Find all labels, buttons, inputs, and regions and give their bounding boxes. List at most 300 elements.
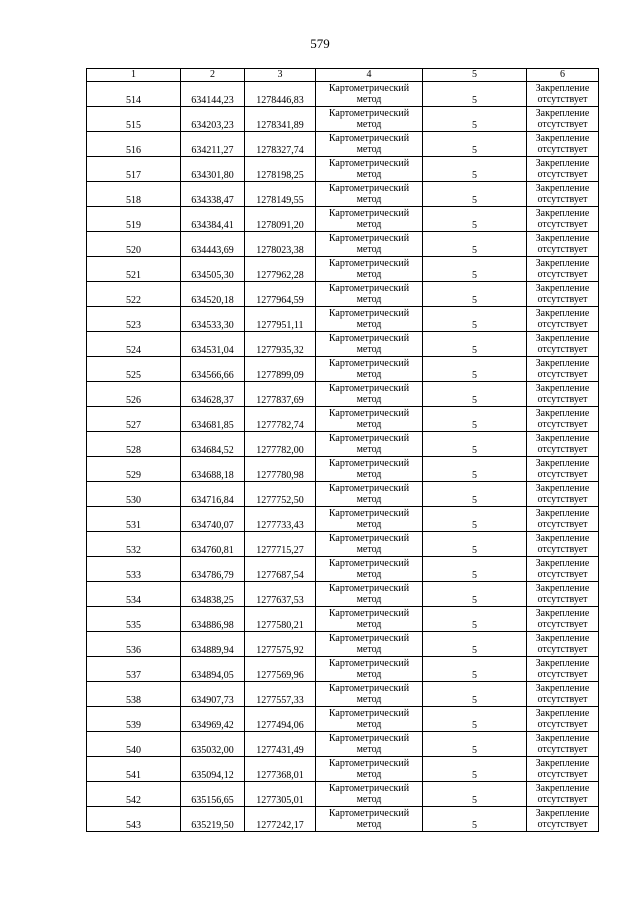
method-line-2: метод	[356, 669, 382, 680]
coordinate-x: 635156,65	[181, 782, 245, 807]
header-col-6: 6	[527, 69, 599, 82]
method-line-1: Картометрический	[328, 583, 410, 594]
accuracy-value: 5	[423, 432, 527, 457]
fixing-line-2: отсутствует	[537, 244, 588, 255]
fixing-cell	[527, 232, 599, 257]
fixing-cell	[527, 707, 599, 732]
method-line-2: метод	[356, 819, 382, 830]
coordinate-y: 1277431,49	[245, 732, 316, 757]
method-line-2: метод	[356, 419, 382, 430]
fixing-cell	[527, 557, 599, 582]
fixing-line-2: отсутствует	[537, 294, 588, 305]
method-cell	[316, 482, 423, 507]
fixing-cell	[527, 782, 599, 807]
fixing-line-2: отсутствует	[537, 694, 588, 705]
method-line-1: Картометрический	[328, 483, 410, 494]
method-line-1: Картометрический	[328, 158, 410, 169]
coordinate-y: 1277569,96	[245, 657, 316, 682]
point-number: 525	[87, 357, 181, 382]
header-col-2: 2	[181, 69, 245, 82]
fixing-line-1: Закрепление	[535, 808, 590, 819]
method-line-2: метод	[356, 494, 382, 505]
coordinate-x: 634443,69	[181, 232, 245, 257]
method-line-2: метод	[356, 119, 382, 130]
fixing-cell	[527, 357, 599, 382]
coordinate-x: 634684,52	[181, 432, 245, 457]
table-row	[87, 732, 599, 757]
fixing-cell	[527, 107, 599, 132]
point-number: 543	[87, 807, 181, 832]
method-cell	[316, 657, 423, 682]
fixing-line-2: отсутствует	[537, 669, 588, 680]
coordinate-y: 1278198,25	[245, 157, 316, 182]
method-line-2: метод	[356, 94, 382, 105]
method-cell	[316, 632, 423, 657]
point-number: 535	[87, 607, 181, 632]
method-line-1: Картометрический	[328, 433, 410, 444]
method-line-2: метод	[356, 569, 382, 580]
fixing-line-1: Закрепление	[535, 608, 590, 619]
method-line-1: Картометрический	[328, 383, 410, 394]
table-row	[87, 657, 599, 682]
method-line-2: метод	[356, 769, 382, 780]
point-number: 541	[87, 757, 181, 782]
fixing-line-2: отсутствует	[537, 494, 588, 505]
fixing-line-1: Закрепление	[535, 658, 590, 669]
method-cell	[316, 357, 423, 382]
method-line-1: Картометрический	[328, 108, 410, 119]
coordinate-y: 1277935,32	[245, 332, 316, 357]
accuracy-value: 5	[423, 482, 527, 507]
fixing-line-1: Закрепление	[535, 558, 590, 569]
coordinate-x: 634907,73	[181, 682, 245, 707]
fixing-line-1: Закрепление	[535, 333, 590, 344]
fixing-line-2: отсутствует	[537, 594, 588, 605]
fixing-cell	[527, 382, 599, 407]
coordinate-y: 1277733,43	[245, 507, 316, 532]
method-cell	[316, 457, 423, 482]
header-col-5: 5	[423, 69, 527, 82]
accuracy-value: 5	[423, 807, 527, 832]
coordinate-y: 1277580,21	[245, 607, 316, 632]
fixing-line-1: Закрепление	[535, 183, 590, 194]
table-row	[87, 282, 599, 307]
fixing-line-2: отсутствует	[537, 544, 588, 555]
coordinate-x: 634716,84	[181, 482, 245, 507]
fixing-line-2: отсутствует	[537, 444, 588, 455]
method-cell	[316, 532, 423, 557]
method-line-2: метод	[356, 344, 382, 355]
table-row	[87, 82, 599, 107]
method-line-2: метод	[356, 319, 382, 330]
accuracy-value: 5	[423, 232, 527, 257]
point-number: 530	[87, 482, 181, 507]
fixing-line-2: отсутствует	[537, 94, 588, 105]
fixing-line-1: Закрепление	[535, 683, 590, 694]
table-row	[87, 157, 599, 182]
coordinate-x: 634969,42	[181, 707, 245, 732]
accuracy-value: 5	[423, 557, 527, 582]
method-cell	[316, 282, 423, 307]
accuracy-value: 5	[423, 307, 527, 332]
coordinate-y: 1277305,01	[245, 782, 316, 807]
method-line-1: Картометрический	[328, 408, 410, 419]
fixing-cell	[527, 182, 599, 207]
fixing-line-1: Закрепление	[535, 508, 590, 519]
table-row	[87, 132, 599, 157]
method-line-2: метод	[356, 219, 382, 230]
header-col-3: 3	[245, 69, 316, 82]
fixing-line-1: Закрепление	[535, 283, 590, 294]
fixing-line-2: отсутствует	[537, 419, 588, 430]
fixing-line-1: Закрепление	[535, 208, 590, 219]
table-row	[87, 557, 599, 582]
point-number: 533	[87, 557, 181, 582]
coordinate-x: 634531,04	[181, 332, 245, 357]
method-line-1: Картометрический	[328, 258, 410, 269]
fixing-line-2: отсутствует	[537, 619, 588, 630]
fixing-line-2: отсутствует	[537, 769, 588, 780]
table-row	[87, 682, 599, 707]
fixing-line-1: Закрепление	[535, 483, 590, 494]
table-row	[87, 632, 599, 657]
accuracy-value: 5	[423, 182, 527, 207]
accuracy-value: 5	[423, 207, 527, 232]
fixing-line-2: отсутствует	[537, 319, 588, 330]
method-cell	[316, 207, 423, 232]
method-cell	[316, 107, 423, 132]
point-number: 519	[87, 207, 181, 232]
accuracy-value: 5	[423, 332, 527, 357]
point-number: 524	[87, 332, 181, 357]
fixing-line-1: Закрепление	[535, 258, 590, 269]
coordinate-y: 1277575,92	[245, 632, 316, 657]
coordinate-y: 1277782,74	[245, 407, 316, 432]
fixing-line-1: Закрепление	[535, 383, 590, 394]
method-line-2: метод	[356, 644, 382, 655]
point-number: 542	[87, 782, 181, 807]
point-number: 518	[87, 182, 181, 207]
fixing-line-2: отсутствует	[537, 644, 588, 655]
coordinate-x: 635094,12	[181, 757, 245, 782]
table-row	[87, 582, 599, 607]
point-number: 515	[87, 107, 181, 132]
point-number: 529	[87, 457, 181, 482]
fixing-line-2: отсутствует	[537, 569, 588, 580]
fixing-cell	[527, 732, 599, 757]
table-row	[87, 782, 599, 807]
fixing-line-2: отсутствует	[537, 519, 588, 530]
table-body	[87, 82, 599, 832]
method-line-1: Картометрический	[328, 283, 410, 294]
point-number: 528	[87, 432, 181, 457]
method-line-1: Картометрический	[328, 333, 410, 344]
method-cell	[316, 307, 423, 332]
fixing-cell	[527, 607, 599, 632]
method-cell	[316, 557, 423, 582]
coordinate-y: 1277687,54	[245, 557, 316, 582]
method-line-2: метод	[356, 244, 382, 255]
method-line-2: метод	[356, 519, 382, 530]
fixing-line-1: Закрепление	[535, 308, 590, 319]
fixing-line-2: отсутствует	[537, 219, 588, 230]
fixing-cell	[527, 407, 599, 432]
method-line-2: метод	[356, 169, 382, 180]
method-line-2: метод	[356, 794, 382, 805]
accuracy-value: 5	[423, 782, 527, 807]
fixing-line-1: Закрепление	[535, 458, 590, 469]
method-cell	[316, 782, 423, 807]
method-line-1: Картометрический	[328, 808, 410, 819]
method-cell	[316, 507, 423, 532]
fixing-line-1: Закрепление	[535, 233, 590, 244]
method-cell	[316, 407, 423, 432]
method-line-2: метод	[356, 269, 382, 280]
method-line-2: метод	[356, 619, 382, 630]
method-line-1: Картометрический	[328, 208, 410, 219]
coordinate-y: 1278327,74	[245, 132, 316, 157]
accuracy-value: 5	[423, 457, 527, 482]
coordinate-y: 1277637,53	[245, 582, 316, 607]
method-line-1: Картометрический	[328, 358, 410, 369]
method-line-2: метод	[356, 594, 382, 605]
fixing-cell	[527, 757, 599, 782]
fixing-cell	[527, 482, 599, 507]
fixing-cell	[527, 432, 599, 457]
method-line-1: Картометрический	[328, 508, 410, 519]
table-row	[87, 507, 599, 532]
fixing-line-2: отсутствует	[537, 269, 588, 280]
point-number: 527	[87, 407, 181, 432]
header-row	[87, 69, 599, 82]
table-row	[87, 407, 599, 432]
point-number: 537	[87, 657, 181, 682]
coordinate-x: 635219,50	[181, 807, 245, 832]
fixing-cell	[527, 807, 599, 832]
point-number: 532	[87, 532, 181, 557]
table-row	[87, 357, 599, 382]
method-line-1: Картометрический	[328, 183, 410, 194]
fixing-cell	[527, 532, 599, 557]
method-cell	[316, 132, 423, 157]
coordinates-table	[86, 68, 599, 832]
table-row	[87, 432, 599, 457]
coordinate-x: 634211,27	[181, 132, 245, 157]
coordinate-y: 1278341,89	[245, 107, 316, 132]
coordinate-y: 1277242,17	[245, 807, 316, 832]
coordinate-y: 1277557,33	[245, 682, 316, 707]
fixing-line-2: отсутствует	[537, 344, 588, 355]
method-cell	[316, 582, 423, 607]
table-row	[87, 257, 599, 282]
fixing-line-2: отсутствует	[537, 194, 588, 205]
point-number: 523	[87, 307, 181, 332]
coordinate-y: 1277962,28	[245, 257, 316, 282]
coordinate-y: 1278023,38	[245, 232, 316, 257]
accuracy-value: 5	[423, 732, 527, 757]
fixing-cell	[527, 682, 599, 707]
fixing-line-1: Закрепление	[535, 83, 590, 94]
accuracy-value: 5	[423, 282, 527, 307]
method-cell	[316, 682, 423, 707]
point-number: 539	[87, 707, 181, 732]
accuracy-value: 5	[423, 157, 527, 182]
coordinate-x: 634628,37	[181, 382, 245, 407]
accuracy-value: 5	[423, 82, 527, 107]
point-number: 514	[87, 82, 181, 107]
method-line-2: метод	[356, 719, 382, 730]
fixing-cell	[527, 507, 599, 532]
coordinate-x: 634681,85	[181, 407, 245, 432]
accuracy-value: 5	[423, 657, 527, 682]
fixing-line-2: отсутствует	[537, 719, 588, 730]
coordinate-x: 634786,79	[181, 557, 245, 582]
accuracy-value: 5	[423, 132, 527, 157]
coordinate-x: 634505,30	[181, 257, 245, 282]
accuracy-value: 5	[423, 107, 527, 132]
table-row	[87, 207, 599, 232]
fixing-line-2: отсутствует	[537, 819, 588, 830]
method-line-2: метод	[356, 144, 382, 155]
coordinate-x: 635032,00	[181, 732, 245, 757]
coordinate-x: 634566,66	[181, 357, 245, 382]
fixing-cell	[527, 282, 599, 307]
fixing-line-2: отсутствует	[537, 469, 588, 480]
coordinate-y: 1278091,20	[245, 207, 316, 232]
fixing-cell	[527, 82, 599, 107]
method-line-1: Картометрический	[328, 683, 410, 694]
coordinate-x: 634740,07	[181, 507, 245, 532]
fixing-cell	[527, 132, 599, 157]
fixing-line-1: Закрепление	[535, 533, 590, 544]
table-row	[87, 457, 599, 482]
table-row	[87, 182, 599, 207]
method-line-1: Картометрический	[328, 308, 410, 319]
table-row	[87, 482, 599, 507]
coordinate-y: 1277368,01	[245, 757, 316, 782]
page-number: 579	[310, 36, 330, 51]
coordinate-x: 634838,25	[181, 582, 245, 607]
method-line-1: Картометрический	[328, 83, 410, 94]
method-line-2: метод	[356, 394, 382, 405]
fixing-line-2: отсутствует	[537, 794, 588, 805]
method-line-1: Картометрический	[328, 133, 410, 144]
table-row	[87, 532, 599, 557]
accuracy-value: 5	[423, 257, 527, 282]
method-line-1: Картометрический	[328, 233, 410, 244]
coordinate-x: 634144,23	[181, 82, 245, 107]
method-line-1: Картометрический	[328, 533, 410, 544]
table-row	[87, 107, 599, 132]
fixing-cell	[527, 582, 599, 607]
point-number: 536	[87, 632, 181, 657]
fixing-line-1: Закрепление	[535, 358, 590, 369]
table-row	[87, 757, 599, 782]
coordinate-y: 1277899,09	[245, 357, 316, 382]
coordinate-x: 634520,18	[181, 282, 245, 307]
fixing-cell	[527, 207, 599, 232]
table-row	[87, 607, 599, 632]
header-col-4: 4	[316, 69, 423, 82]
method-cell	[316, 732, 423, 757]
point-number: 517	[87, 157, 181, 182]
method-cell	[316, 82, 423, 107]
point-number: 522	[87, 282, 181, 307]
method-cell	[316, 757, 423, 782]
table-row	[87, 707, 599, 732]
coordinate-x: 634203,23	[181, 107, 245, 132]
point-number: 526	[87, 382, 181, 407]
method-line-1: Картометрический	[328, 783, 410, 794]
point-number: 534	[87, 582, 181, 607]
method-cell	[316, 157, 423, 182]
method-line-1: Картометрический	[328, 758, 410, 769]
fixing-cell	[527, 632, 599, 657]
method-line-1: Картометрический	[328, 633, 410, 644]
fixing-line-1: Закрепление	[535, 733, 590, 744]
coordinate-x: 634384,41	[181, 207, 245, 232]
method-line-2: метод	[356, 294, 382, 305]
method-cell	[316, 382, 423, 407]
table-row	[87, 307, 599, 332]
method-line-1: Картометрический	[328, 458, 410, 469]
method-line-1: Картометрический	[328, 608, 410, 619]
header-col-1: 1	[87, 69, 181, 82]
accuracy-value: 5	[423, 607, 527, 632]
method-line-2: метод	[356, 744, 382, 755]
fixing-line-1: Закрепление	[535, 758, 590, 769]
method-cell	[316, 807, 423, 832]
fixing-cell	[527, 257, 599, 282]
coordinate-y: 1277715,27	[245, 532, 316, 557]
accuracy-value: 5	[423, 632, 527, 657]
method-line-2: метод	[356, 544, 382, 555]
accuracy-value: 5	[423, 382, 527, 407]
fixing-line-2: отсутствует	[537, 119, 588, 130]
fixing-cell	[527, 332, 599, 357]
method-cell	[316, 332, 423, 357]
fixing-line-1: Закрепление	[535, 433, 590, 444]
method-cell	[316, 232, 423, 257]
coordinate-y: 1277837,69	[245, 382, 316, 407]
fixing-cell	[527, 307, 599, 332]
fixing-line-1: Закрепление	[535, 783, 590, 794]
fixing-cell	[527, 457, 599, 482]
point-number: 520	[87, 232, 181, 257]
table-header	[87, 69, 599, 82]
coordinate-y: 1277494,06	[245, 707, 316, 732]
coordinate-y: 1277752,50	[245, 482, 316, 507]
point-number: 531	[87, 507, 181, 532]
method-line-1: Картометрический	[328, 558, 410, 569]
coordinate-y: 1277782,00	[245, 432, 316, 457]
method-line-1: Картометрический	[328, 658, 410, 669]
coordinate-y: 1278446,83	[245, 82, 316, 107]
fixing-cell	[527, 657, 599, 682]
coordinate-x: 634894,05	[181, 657, 245, 682]
coordinate-y: 1278149,55	[245, 182, 316, 207]
accuracy-value: 5	[423, 757, 527, 782]
table-row	[87, 807, 599, 832]
method-cell	[316, 432, 423, 457]
point-number: 538	[87, 682, 181, 707]
fixing-line-2: отсутствует	[537, 394, 588, 405]
method-line-2: метод	[356, 369, 382, 380]
coordinate-x: 634533,30	[181, 307, 245, 332]
table-row	[87, 382, 599, 407]
fixing-cell	[527, 157, 599, 182]
fixing-line-1: Закрепление	[535, 158, 590, 169]
